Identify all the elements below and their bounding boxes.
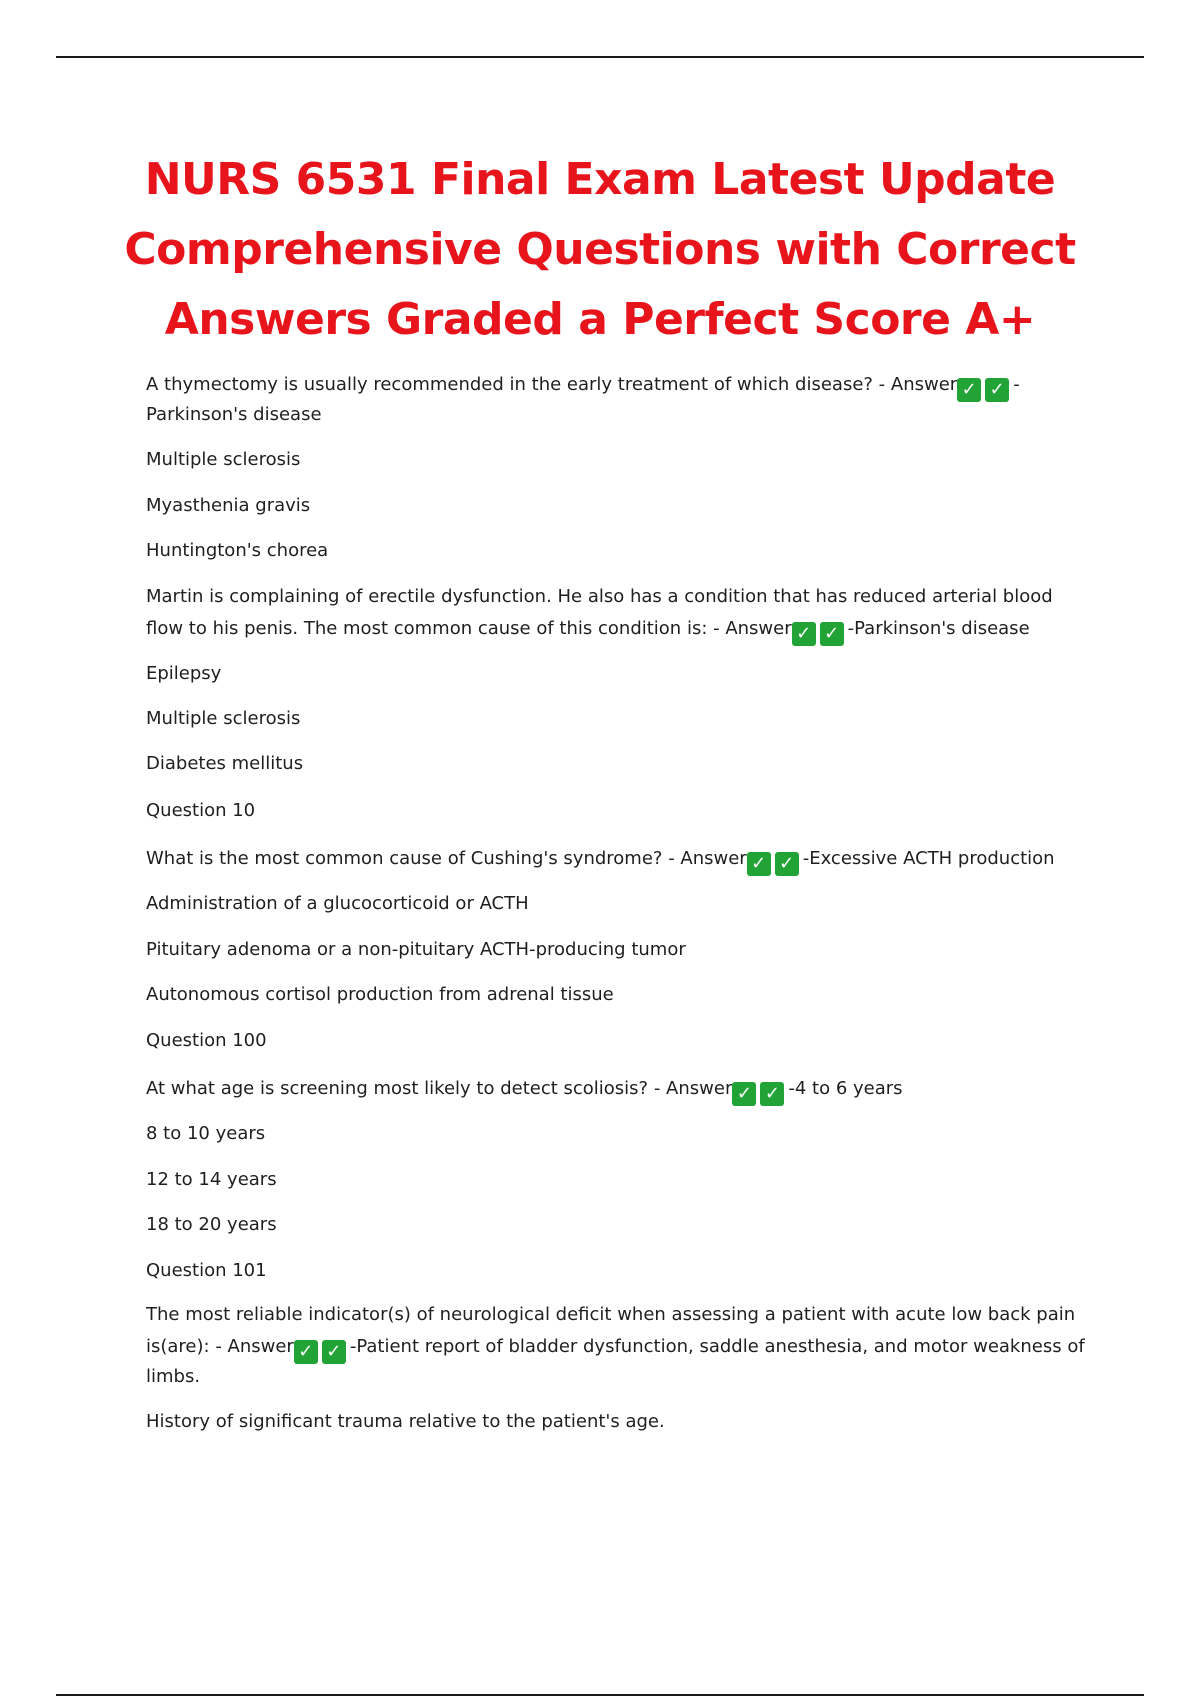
header-rule — [56, 56, 1144, 58]
answer-text: -4 to 6 years — [788, 1078, 903, 1099]
answer-line: limbs. — [146, 1366, 201, 1387]
question-label: Question 10 — [146, 800, 256, 821]
option-line: 12 to 14 years — [146, 1169, 277, 1190]
option-line: Administration of a glucocorticoid or ACTH — [146, 893, 529, 914]
answer-text: -Parkinson's disease — [847, 618, 1030, 639]
question-text: flow to his penis. The most common cause of this condition is: - Answer — [146, 618, 792, 639]
answer-text: -Excessive ACTH production — [802, 848, 1055, 869]
title-line-2: Comprehensive Questions with Correct — [124, 224, 1076, 275]
question-line: Martin is complaining of erectile dysfunction. He also has a condition that has reduced arterial blood — [146, 586, 1053, 607]
check-icon: ✓ — [322, 1340, 346, 1364]
check-icon: ✓ — [985, 378, 1009, 402]
question-line — [146, 613, 1096, 646]
check-icon: ✓ — [760, 1082, 784, 1106]
answer-text: - — [1013, 374, 1020, 395]
check-icon: ✓ — [294, 1340, 318, 1364]
question-text: A thymectomy is usually recommended in the early treatment of which disease? - Answer — [146, 374, 958, 395]
option-line: Pituitary adenoma or a non-pituitary ACTH-producing tumor — [146, 939, 686, 960]
footer-rule — [56, 1694, 1144, 1696]
check-icon: ✓ — [732, 1082, 756, 1106]
check-icon: ✓ — [820, 622, 844, 646]
question-label: Question 100 — [146, 1030, 267, 1051]
option-line: History of significant trauma relative to the patient's age. — [146, 1411, 665, 1432]
check-icon: ✓ — [747, 852, 771, 876]
title-line-1: NURS 6531 Final Exam Latest Update — [144, 154, 1056, 205]
option-line: 18 to 20 years — [146, 1214, 277, 1235]
question-line: The most reliable indicator(s) of neurological deficit when assessing a patient with acute low back pain — [146, 1304, 1076, 1325]
title-line-3: Answers Graded a Perfect Score A+ — [164, 294, 1036, 345]
question-line — [146, 843, 1096, 876]
answer-line: Parkinson's disease — [146, 404, 322, 425]
option-line: Myasthenia gravis — [146, 495, 311, 516]
question-text: is(are): - Answer — [146, 1336, 294, 1357]
question-label: Question 101 — [146, 1260, 267, 1281]
option-line: 8 to 10 years — [146, 1123, 266, 1144]
option-line: Epilepsy — [146, 663, 222, 684]
question-text: What is the most common cause of Cushing's syndrome? - Answer — [146, 848, 747, 869]
option-line: Multiple sclerosis — [146, 449, 301, 470]
question-line — [146, 1073, 1096, 1106]
option-line: Multiple sclerosis — [146, 708, 301, 729]
question-line — [146, 1331, 1096, 1364]
question-line — [146, 369, 1096, 402]
option-line: Diabetes mellitus — [146, 753, 304, 774]
check-icon: ✓ — [775, 852, 799, 876]
option-line: Autonomous cortisol production from adrenal tissue — [146, 984, 614, 1005]
check-icon: ✓ — [957, 378, 981, 402]
document-title — [100, 145, 1100, 355]
check-icon: ✓ — [792, 622, 816, 646]
option-line: Huntington's chorea — [146, 540, 329, 561]
answer-text: -Patient report of bladder dysfunction, saddle anesthesia, and motor weakness of — [349, 1336, 1085, 1357]
question-text: At what age is screening most likely to detect scoliosis? - Answer — [146, 1078, 733, 1099]
